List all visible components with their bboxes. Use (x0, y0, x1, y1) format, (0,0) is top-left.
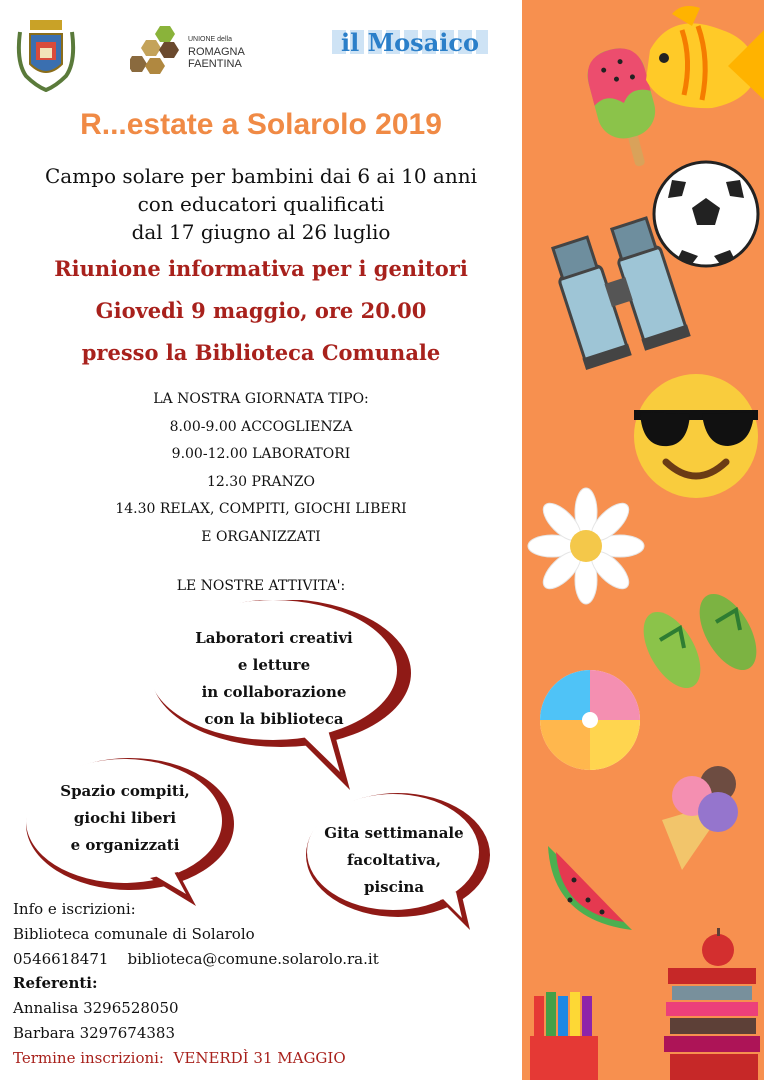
bubble1-line: con la biblioteca (204, 710, 344, 728)
referenti-heading: Referenti: (13, 974, 98, 993)
schedule-item: 14.30 RELAX, COMPITI, GIOCHI LIBERI (115, 501, 407, 517)
fish-icon (646, 6, 764, 108)
schedule-heading: LA NOSTRA GIORNATA TIPO: (153, 391, 369, 407)
meeting-line1: Riunione informativa per i genitori (54, 256, 468, 281)
info-phone: 0546618471 (13, 949, 109, 968)
ice-cream-icon (662, 766, 738, 870)
referente-2: Barbara 3297674383 (13, 1023, 175, 1042)
union-line1: ROMAGNA (188, 46, 245, 58)
flip-flops-icon (632, 585, 764, 698)
pencil-cup-icon (530, 992, 598, 1080)
info-email: biblioteca@comune.solarolo.ra.it (127, 949, 379, 968)
union-logo-icon (130, 22, 186, 78)
activities-heading: LE NOSTRE ATTIVITA': (176, 578, 346, 594)
daisy-icon (528, 488, 644, 604)
union-line2: FAENTINA (188, 58, 242, 70)
bubble2-line: giochi liberi (73, 809, 177, 827)
bubble1-line: in collaborazione (201, 683, 347, 701)
union-logo-text (188, 34, 245, 70)
referente-1: Annalisa 3296528050 (13, 999, 179, 1018)
bubble3-line: facoltativa, (347, 851, 441, 869)
mosaico-logo-text: il Mosaico (341, 28, 479, 57)
bubble3-line: piscina (363, 878, 425, 896)
soccer-ball-icon (654, 162, 758, 266)
meeting-line3: presso la Biblioteca Comunale (81, 340, 441, 365)
beach-ball-icon (540, 670, 640, 770)
bubble3-line: Gita settimanale (324, 824, 464, 842)
bubble2-text (40, 778, 210, 859)
sunglasses-emoji-icon (634, 374, 758, 498)
info-contacts (13, 947, 379, 972)
info-heading: Info e iscrizioni: (13, 900, 136, 918)
subtitle-line3: dal 17 giugno al 26 luglio (131, 220, 391, 244)
bubble3-text (318, 820, 470, 901)
deadline-label: Termine inscrizioni: (13, 1048, 164, 1067)
bubble1-line: Laboratori creativi (195, 629, 353, 647)
schedule-item: 8.00-9.00 ACCOGLIENZA (169, 418, 353, 435)
watermelon-icon (548, 846, 632, 930)
schedule-item: 9.00-12.00 LABORATORI (171, 446, 351, 462)
crest-icon (14, 12, 78, 92)
bubble2-line: Spazio compiti, (60, 782, 190, 800)
schedule-item: 12.30 PRANZO (206, 473, 316, 490)
bubble1-text (158, 625, 390, 733)
union-small-label: UNIONE della (188, 36, 232, 43)
subtitle-block (0, 162, 522, 246)
meeting-line2: Giovedì 9 maggio, ore 20.00 (95, 298, 427, 323)
books-apple-icon (664, 928, 760, 1080)
deadline (13, 1046, 379, 1071)
deadline-value: VENERDÌ 31 MAGGIO (173, 1048, 346, 1067)
logo-bar (0, 12, 522, 82)
subtitle-line2: con educatori qualificati (137, 192, 385, 216)
bubble2-line: e organizzati (70, 836, 180, 854)
mosaico-logo (330, 26, 490, 58)
schedule-block (0, 386, 522, 551)
info-library: Biblioteca comunale di Solarolo (13, 924, 255, 943)
schedule-item: E ORGANIZZATI (201, 528, 321, 545)
subtitle-line1: Campo solare per bambini dai 6 ai 10 anni (45, 164, 477, 188)
bubble1-line: e letture (237, 656, 311, 674)
decorative-sidebar (522, 0, 764, 1080)
info-block (13, 897, 379, 1071)
page-title: R...estate a Solarolo 2019 (80, 108, 442, 141)
